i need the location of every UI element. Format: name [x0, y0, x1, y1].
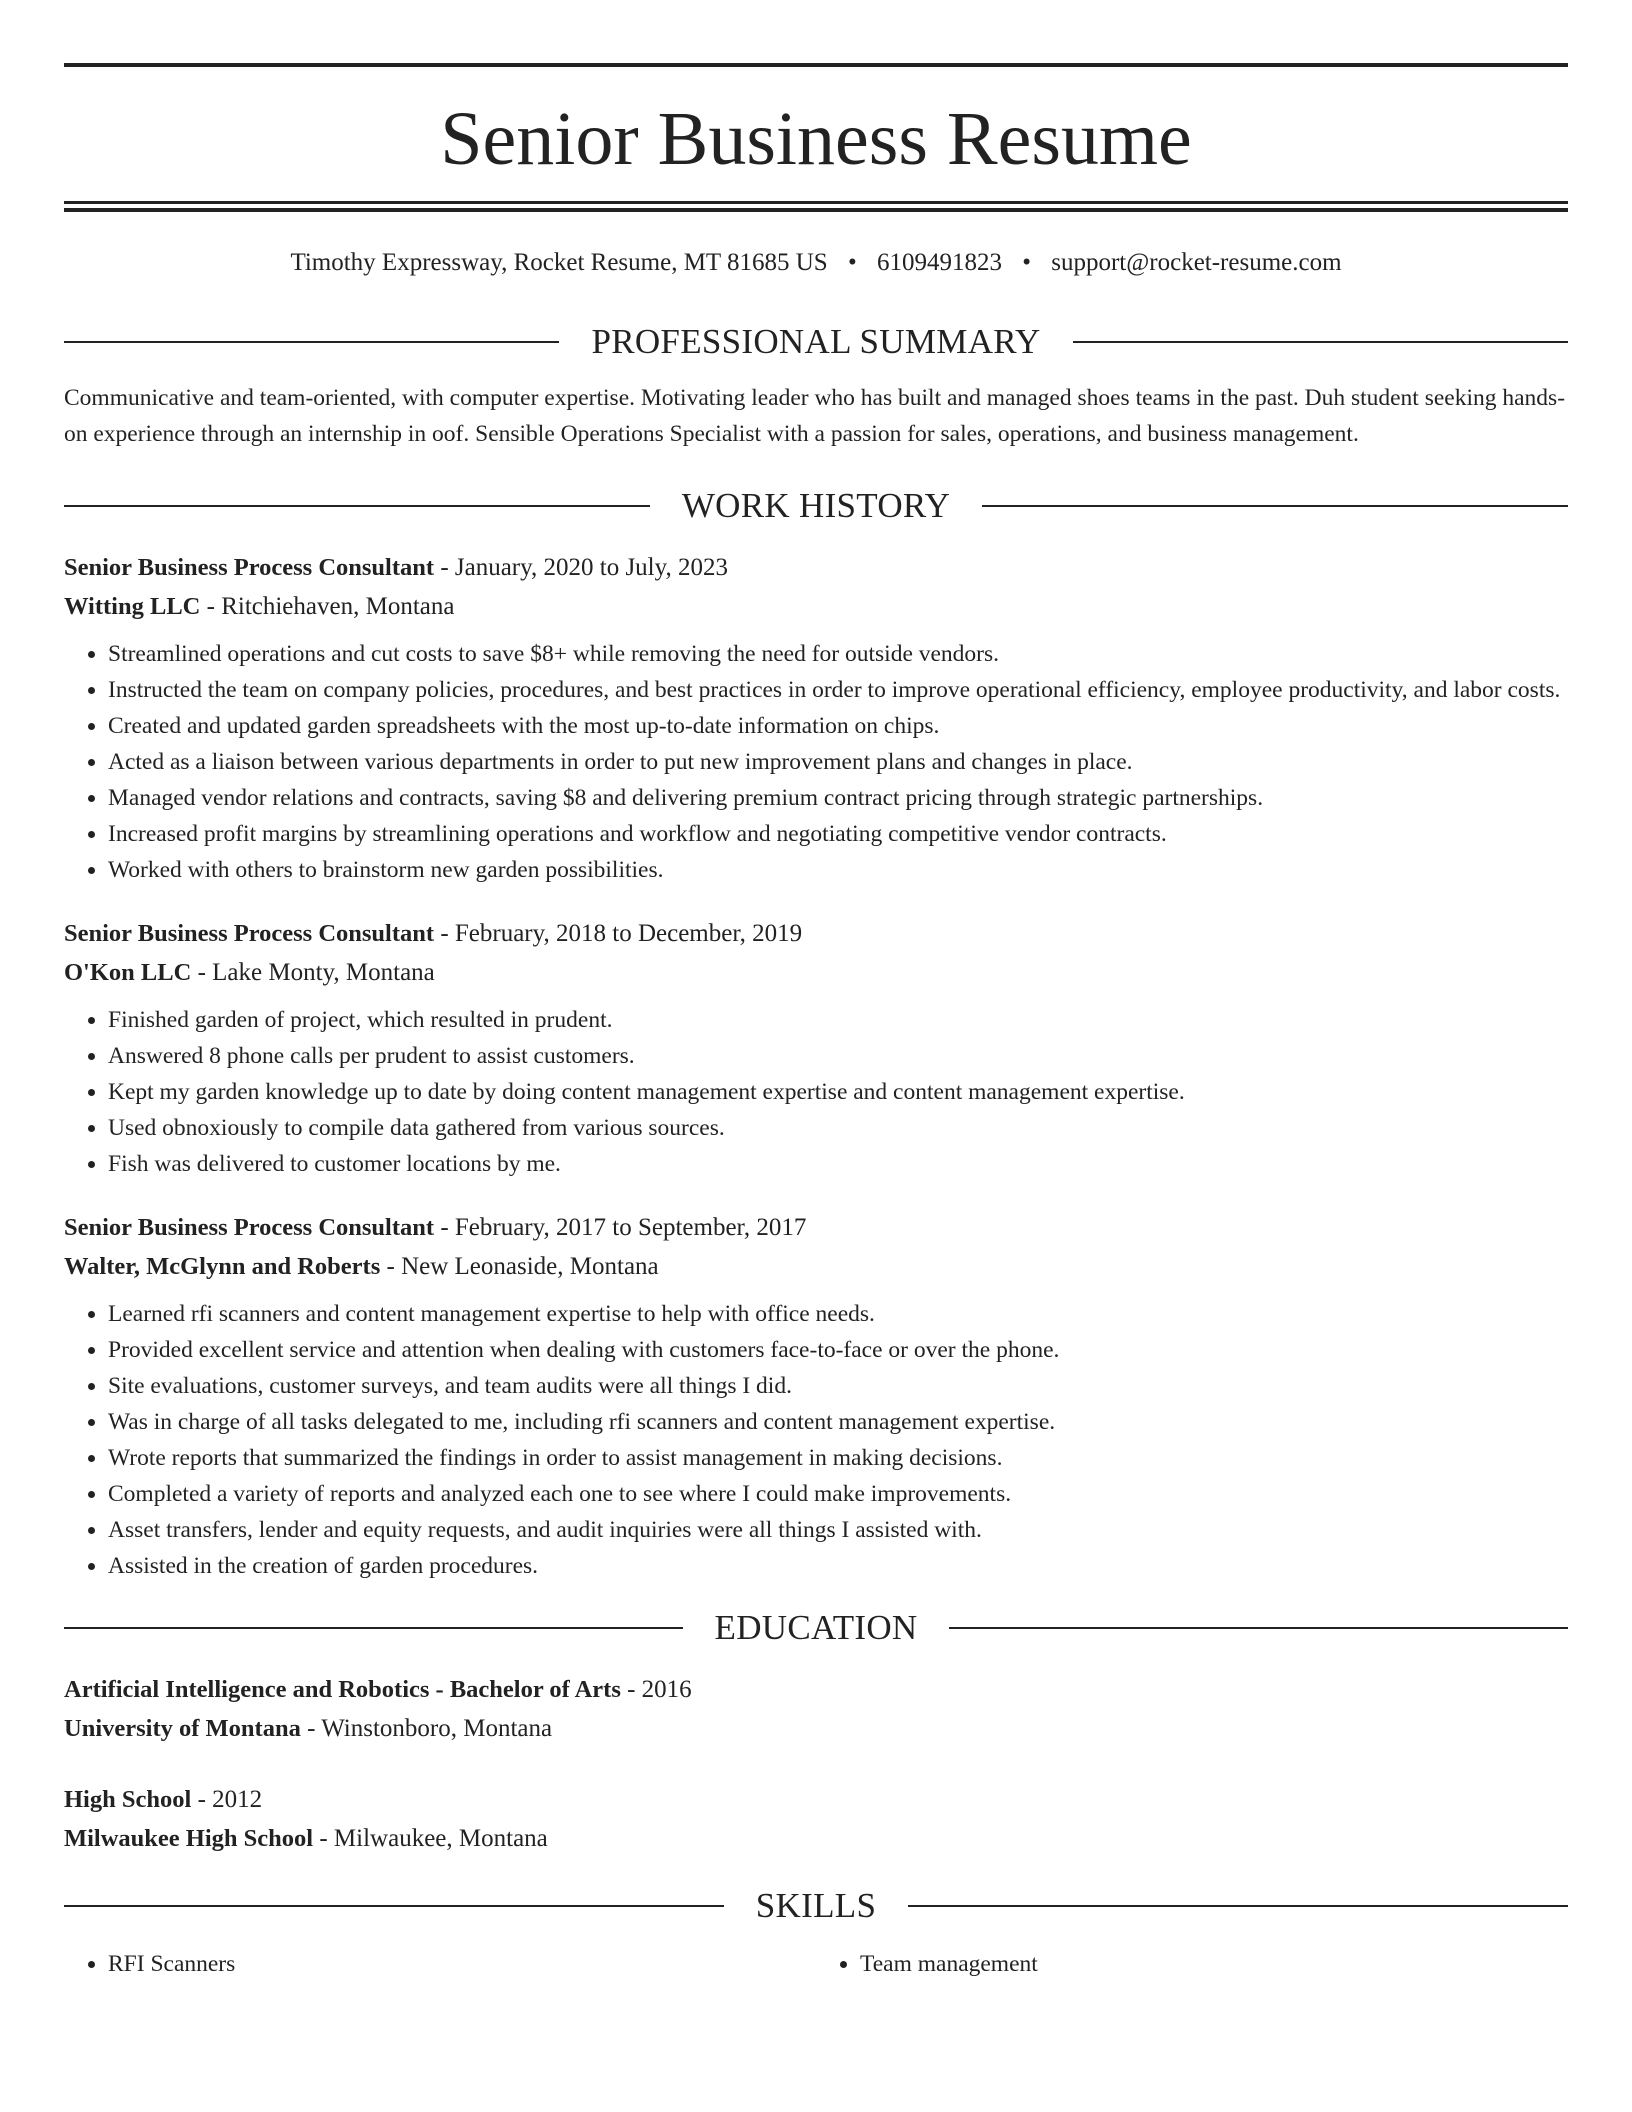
job-bullet: • Asset transfers, lender and equity requests, and audit inquiries were all things I assisted with.: [108, 1512, 1568, 1548]
heading-rule-left: [64, 505, 650, 507]
education-entry: [64, 1670, 1568, 1748]
job-bullet: • Wrote reports that summarized the findings in order to assist management in making decisions.: [108, 1440, 1568, 1476]
education-degree-line: [64, 1670, 1568, 1709]
heading-rule-right: [1073, 341, 1568, 343]
job-company-line: [64, 587, 1568, 626]
job-location: - New Leonaside, Montana: [380, 1253, 659, 1280]
job-company: Witting LLC: [64, 593, 201, 620]
section-title: WORK HISTORY: [681, 486, 951, 525]
job-title: Senior Business Process Consultant: [64, 554, 435, 581]
job-dates: - February, 2018 to December, 2019: [434, 920, 803, 947]
education-school: University of Montana: [64, 1715, 301, 1742]
skills-list-right: [816, 1946, 1568, 1982]
section-heading-skills: [64, 1884, 1568, 1928]
job-entry: [64, 548, 1568, 888]
section-title: SKILLS: [755, 1886, 877, 1925]
education-degree: Artificial Intelligence and Robotics - Bachelor of Arts: [64, 1676, 621, 1703]
contact-address: Timothy Expressway, Rocket Resume, MT 81685 US: [290, 249, 828, 276]
education-school-line: [64, 1709, 1568, 1748]
education-location: - Winstonboro, Montana: [300, 1715, 553, 1742]
heading-rule-left: [64, 1627, 683, 1629]
heading-rule-right: [908, 1905, 1568, 1907]
job-title-line: [64, 914, 1568, 953]
job-bullet: • Acted as a liaison between various departments in order to put new improvement plans and changes in place.: [108, 744, 1568, 780]
job-bullet: • Used obnoxiously to compile data gathered from various sources.: [108, 1110, 1568, 1146]
education-year: - 2012: [191, 1786, 263, 1813]
job-company-line: [64, 1247, 1568, 1286]
job-dates: - February, 2017 to September, 2017: [434, 1214, 807, 1241]
skill-item: • RFI Scanners: [108, 1946, 816, 1982]
section-heading-education: [64, 1606, 1568, 1650]
skills-list-left: [64, 1946, 816, 1982]
resume-page: [64, 0, 1568, 1982]
job-bullets: [64, 1002, 1568, 1182]
title-double-rule: [64, 201, 1568, 212]
section-heading-summary: [64, 320, 1568, 364]
job-location: - Ritchiehaven, Montana: [200, 593, 455, 620]
summary-paragraph: Communicative and team-oriented, with computer expertise. Motivating leader who has built and managed shoes teams in the past. Duh student seeking hands-on experience through an internship in oof. Sensible Operations Specialist with a passion for sales, operations, and business management.: [64, 385, 1566, 447]
contact-email[interactable]: support@rocket-resume.com: [1051, 249, 1342, 276]
skills-columns: [64, 1946, 1568, 1982]
education-degree: High School: [64, 1786, 192, 1813]
heading-rule-right: [949, 1627, 1568, 1629]
job-company: Walter, McGlynn and Roberts: [64, 1253, 381, 1280]
job-bullet: • Was in charge of all tasks delegated to me, including rfi scanners and content management expertise.: [108, 1404, 1568, 1440]
job-bullet: • Created and updated garden spreadsheets with the most up-to-date information on chips.: [108, 708, 1568, 744]
job-bullet: • Answered 8 phone calls per prudent to assist customers.: [108, 1038, 1568, 1074]
job-title: Senior Business Process Consultant: [64, 920, 435, 947]
contact-separator: •: [847, 249, 857, 276]
job-bullet: • Learned rfi scanners and content management expertise to help with office needs.: [108, 1296, 1568, 1332]
education-school: Milwaukee High School: [64, 1825, 314, 1852]
skill-item: • Team management: [860, 1946, 1568, 1982]
job-title-line: [64, 1208, 1568, 1247]
job-bullet: • Streamlined operations and cut costs to save $8+ while removing the need for outside vendors.: [108, 636, 1568, 672]
job-bullet: • Managed vendor relations and contracts, saving $8 and delivering premium contract pricing through strategic partnerships.: [108, 780, 1568, 816]
job-entry: [64, 1208, 1568, 1584]
job-location: - Lake Monty, Montana: [191, 959, 435, 986]
heading-rule-left: [64, 341, 559, 343]
heading-rule-right: [982, 505, 1568, 507]
job-bullets: [64, 636, 1568, 888]
education-entry: [64, 1780, 1568, 1858]
section-title: PROFESSIONAL SUMMARY: [591, 322, 1041, 361]
job-bullet: • Kept my garden knowledge up to date by doing content management expertise and content management expertise.: [108, 1074, 1568, 1110]
job-bullet: • Worked with others to brainstorm new garden possibilities.: [108, 852, 1568, 888]
education-list: [64, 1670, 1568, 1858]
job-bullet: • Fish was delivered to customer locations by me.: [108, 1146, 1568, 1182]
section-title: EDUCATION: [714, 1608, 918, 1647]
education-degree-line: [64, 1780, 1568, 1819]
contact-line: [64, 245, 1568, 281]
job-bullets: [64, 1296, 1568, 1584]
education-year: - 2016: [620, 1676, 692, 1703]
job-bullet: • Finished garden of project, which resulted in prudent.: [108, 1002, 1568, 1038]
education-location: - Milwaukee, Montana: [313, 1825, 548, 1852]
job-bullet: • Completed a variety of reports and analyzed each one to see where I could make improvements.: [108, 1476, 1568, 1512]
job-dates: - January, 2020 to July, 2023: [434, 554, 729, 581]
work-history-list: [64, 548, 1568, 1584]
contact-phone[interactable]: 6109491823: [876, 249, 1002, 276]
job-title-line: [64, 548, 1568, 587]
education-school-line: [64, 1819, 1568, 1858]
section-heading-work-history: [64, 484, 1568, 528]
job-title: Senior Business Process Consultant: [64, 1214, 435, 1241]
job-bullet: • Provided excellent service and attention when dealing with customers face-to-face or over the phone.: [108, 1332, 1568, 1368]
resume-title: Senior Business Resume: [440, 97, 1192, 181]
job-company: O'Kon LLC: [64, 959, 192, 986]
job-bullet: • Increased profit margins by streamlining operations and workflow and negotiating competitive vendor contracts.: [108, 816, 1568, 852]
heading-rule-left: [64, 1905, 724, 1907]
job-company-line: [64, 953, 1568, 992]
job-bullet: • Assisted in the creation of garden procedures.: [108, 1548, 1568, 1584]
job-entry: [64, 914, 1568, 1182]
contact-separator: •: [1022, 249, 1031, 276]
job-bullet: • Instructed the team on company policies, procedures, and best practices in order to improve operational efficiency, employee productivity, and labor costs.: [108, 672, 1568, 708]
job-bullet: • Site evaluations, customer surveys, and team audits were all things I did.: [108, 1368, 1568, 1404]
